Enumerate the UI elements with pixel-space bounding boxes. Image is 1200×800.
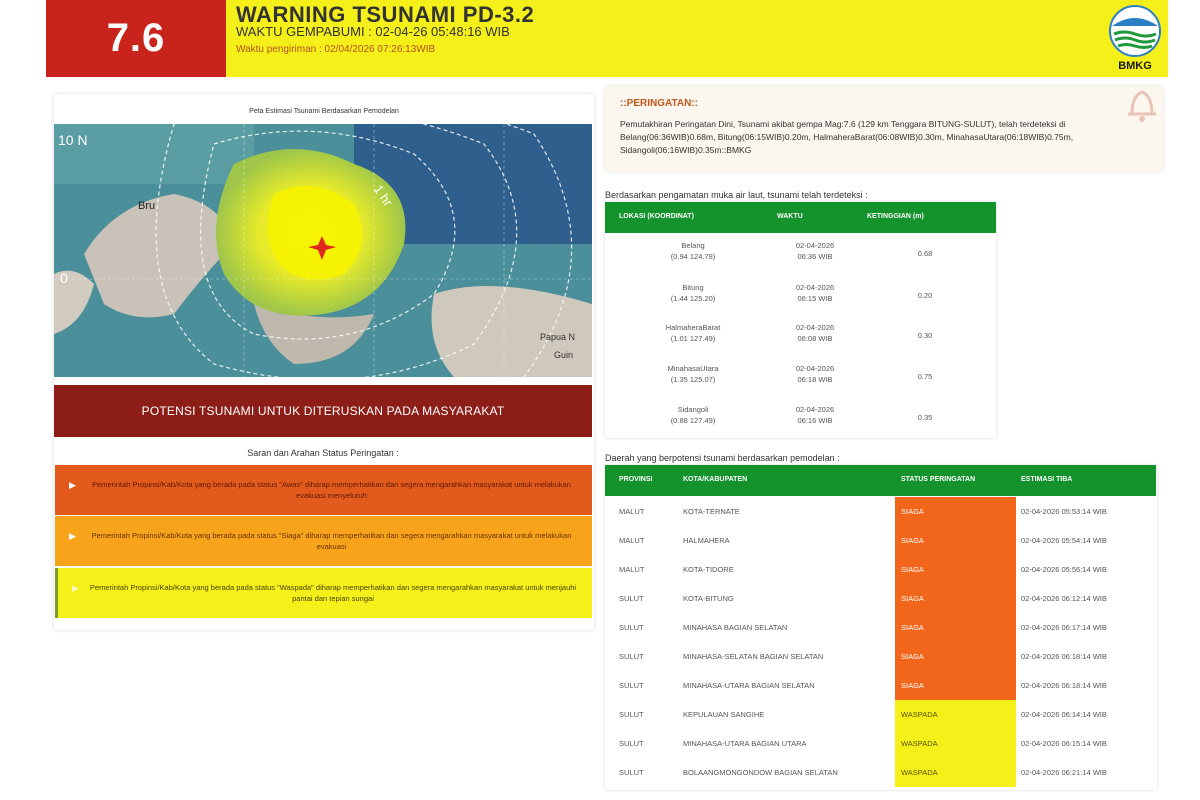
table-row — [605, 322, 996, 362]
map-label-1hr: 1 hr — [370, 182, 396, 209]
obs-location: Bitung — [682, 283, 704, 292]
row-provinsi: SULUT — [619, 681, 644, 690]
row-provinsi: MALUT — [619, 507, 645, 516]
row-provinsi: SULUT — [619, 594, 644, 603]
obs-coord: (0.94 124.78) — [670, 252, 716, 261]
status-badge: SIAGA — [895, 613, 1016, 642]
magnitude-badge: 7.6 — [46, 0, 226, 77]
obs-coord: (1.44 125.20) — [670, 294, 716, 303]
obs-time: 06:18 WIB — [797, 375, 833, 384]
quake-time: WAKTU GEMPABUMI : 02-04-26 05:48:16 WIB — [236, 24, 510, 39]
row-provinsi: MALUT — [619, 536, 645, 545]
row-provinsi: SULUT — [619, 623, 644, 632]
status-badge: WASPADA — [895, 700, 1016, 729]
table-row — [605, 642, 1156, 671]
row-provinsi: MALUT — [619, 565, 645, 574]
row-provinsi: SULUT — [619, 652, 644, 661]
status-badge: SIAGA — [895, 497, 1016, 526]
obs-height: 0.35 — [917, 413, 933, 422]
bmkg-logo-icon — [1106, 4, 1164, 58]
row-provinsi: SULUT — [619, 710, 644, 719]
col-kota: KOTA/KABUPATEN — [683, 476, 748, 483]
status-badge: WASPADA — [895, 729, 1016, 758]
table-row — [605, 700, 1156, 729]
table-row — [605, 363, 996, 403]
obs-height: 0.75 — [917, 372, 933, 381]
obs-date: 02-04-2026 — [795, 241, 835, 250]
obs-coord: (0.88 127.49) — [670, 416, 716, 425]
row-estimasi: 02-04-2026 06:21:14 WIB — [1021, 768, 1107, 777]
table-row — [605, 282, 996, 322]
status-badge: SIAGA — [895, 584, 1016, 613]
map-image — [54, 124, 592, 377]
advice-siaga — [55, 516, 592, 566]
obs-date: 02-04-2026 — [795, 283, 835, 292]
row-kota: MINAHASA-UTARA BAGIAN SELATAN — [683, 681, 815, 690]
table-row — [605, 729, 1156, 758]
status-badge: SIAGA — [895, 642, 1016, 671]
obs-height: 0.20 — [917, 291, 933, 300]
map-label-guinea: Guin — [554, 350, 574, 360]
observation-label: Berdasarkan pengamatan muka air laut, tsunami telah terdeteksi : — [605, 190, 868, 200]
col-estimasi: ESTIMASI TIBA — [1021, 476, 1073, 483]
obs-location: HalmaheraBarat — [665, 323, 721, 332]
megaphone-icon: ▶ — [69, 531, 76, 541]
advice-waspada — [55, 568, 592, 618]
model-header — [605, 465, 1156, 496]
obs-coord: (1.01 127.49) — [670, 334, 716, 343]
obs-location: Sidangoli — [677, 405, 709, 414]
row-estimasi: 02-04-2026 05:53:14 WIB — [1021, 507, 1107, 516]
logo-text: BMKG — [1118, 60, 1152, 72]
advice-text: Pemerintah Propinsi/Kab/Kota yang berada pada status "Siaga" diharap memperhatikan dan segera mengarahkan masyarakat untuk melakukan evakuasi — [91, 531, 572, 551]
megaphone-icon: ▶ — [72, 583, 79, 593]
table-row — [605, 497, 1156, 526]
map-caption: Peta Estimasi Tsunami Berdasarkan Pemodelan — [249, 108, 399, 115]
row-kota: MINAHASA-SELATAN BAGIAN SELATAN — [683, 652, 824, 661]
warning-text: Pemutakhiran Peringatan Dini, Tsunami akibat gempa Mag:7.6 (129 km Tenggara BITUNG-SULUT), telah terdeteksi di Belang(06:36WIB)0.68m, Bitung(06:15WIB)0.20m, HalmaheraBarat(06:08WIB)0.30m, MinahasaUtara(06:18WIB)0.75m, Sidangoli(06:16WIB)0.35m::BMKG — [620, 119, 1074, 155]
advice-text: Pemerintah Propinsi/Kab/Kota yang berada pada status "Awas" diharap memperhatikan dan segera mengarahkan masyarakat untuk melakukan evakuasi menyeluruh — [92, 480, 571, 500]
row-estimasi: 02-04-2026 05:56:14 WIB — [1021, 565, 1107, 574]
warning-heading: ::PERINGATAN:: — [620, 98, 698, 109]
row-provinsi: SULUT — [619, 768, 644, 777]
send-time: Waktu pengiriman : 02/04/2026 07:26:13WIB — [236, 44, 436, 55]
table-row — [605, 404, 996, 444]
table-row — [605, 584, 1156, 613]
row-estimasi: 02-04-2026 06:15:14 WIB — [1021, 739, 1107, 748]
table-row — [605, 526, 1156, 555]
col-waktu: WAKTU — [777, 213, 803, 220]
col-status: STATUS PERINGATAN — [901, 476, 976, 483]
row-kota: BOLAANGMONGONDOW BAGIAN SELATAN — [683, 768, 838, 777]
observation-header — [605, 202, 996, 233]
obs-date: 02-04-2026 — [795, 405, 835, 414]
obs-height: 0.30 — [917, 331, 933, 340]
col-ketinggian: KETINGGIAN (m) — [867, 213, 924, 220]
row-estimasi: 02-04-2026 06:12:14 WIB — [1021, 594, 1107, 603]
row-estimasi: 02-04-2026 06:18:14 WIB — [1021, 652, 1107, 661]
status-badge: SIAGA — [895, 555, 1016, 584]
row-kota: HALMAHERA — [683, 536, 730, 545]
col-provinsi: PROVINSI — [619, 476, 653, 483]
map-label-10n: 10 N — [58, 132, 88, 148]
row-estimasi: 02-04-2026 06:18:14 WIB — [1021, 681, 1107, 690]
model-label: Daerah yang berpotensi tsunami berdasarkan pemodelan : — [605, 453, 840, 463]
obs-time: 06:15 WIB — [797, 294, 833, 303]
table-row — [605, 613, 1156, 642]
obs-date: 02-04-2026 — [795, 323, 835, 332]
saran-title: Saran dan Arahan Status Peringatan : — [247, 448, 399, 458]
status-badge: SIAGA — [895, 526, 1016, 555]
row-kota: KOTA-TERNATE — [683, 507, 740, 516]
table-row — [605, 671, 1156, 700]
obs-time: 06:36 WIB — [797, 252, 833, 261]
obs-coord: (1.35 125.07) — [670, 375, 716, 384]
table-row — [605, 758, 1156, 787]
row-estimasi: 02-04-2026 06:14:14 WIB — [1021, 710, 1107, 719]
advice-awas — [55, 465, 592, 515]
map-label-brunei: Bru — [138, 200, 156, 212]
potensi-banner: POTENSI TSUNAMI UNTUK DITERUSKAN PADA MASYARAKAT — [54, 385, 592, 437]
row-provinsi: SULUT — [619, 739, 644, 748]
obs-location: Belang — [681, 241, 705, 250]
status-badge: WASPADA — [895, 758, 1016, 787]
row-kota: KEPULAUAN SANGIHE — [683, 710, 765, 719]
obs-time: 06:08 WIB — [797, 334, 833, 343]
map-label-papua: Papua N — [540, 332, 576, 342]
row-kota: KOTA-BITUNG — [683, 594, 734, 603]
tsunami-map[interactable] — [54, 124, 592, 377]
row-kota: MINAHASA-UTARA BAGIAN UTARA — [683, 739, 807, 748]
row-estimasi: 02-04-2026 06:17:14 WIB — [1021, 623, 1107, 632]
row-estimasi: 02-04-2026 05:54:14 WIB — [1021, 536, 1107, 545]
status-badge: SIAGA — [895, 671, 1016, 700]
map-label-0: 0 — [60, 270, 68, 286]
obs-location: MinahasaUtara — [667, 364, 719, 373]
advice-text: Pemerintah Propinsi/Kab/Kota yang berada pada status "Waspada" diharap memperhatikan dan segera mengarahkan masyarakat untuk menjauhi pantai dan tepian sungai — [89, 583, 577, 603]
obs-time: 06:16 WIB — [797, 416, 833, 425]
bmkg-logo — [1106, 4, 1164, 72]
obs-date: 02-04-2026 — [795, 364, 835, 373]
megaphone-icon: ▶ — [69, 480, 76, 490]
table-row — [605, 240, 996, 280]
obs-height: 0.68 — [917, 249, 933, 258]
row-kota: KOTA-TIDORE — [683, 565, 734, 574]
table-row — [605, 555, 1156, 584]
col-lokasi: LOKASI (KOORDINAT) — [619, 213, 694, 220]
row-kota: MINAHASA BAGIAN SELATAN — [683, 623, 788, 632]
page-title: WARNING TSUNAMI PD-3.2 — [236, 2, 535, 27]
